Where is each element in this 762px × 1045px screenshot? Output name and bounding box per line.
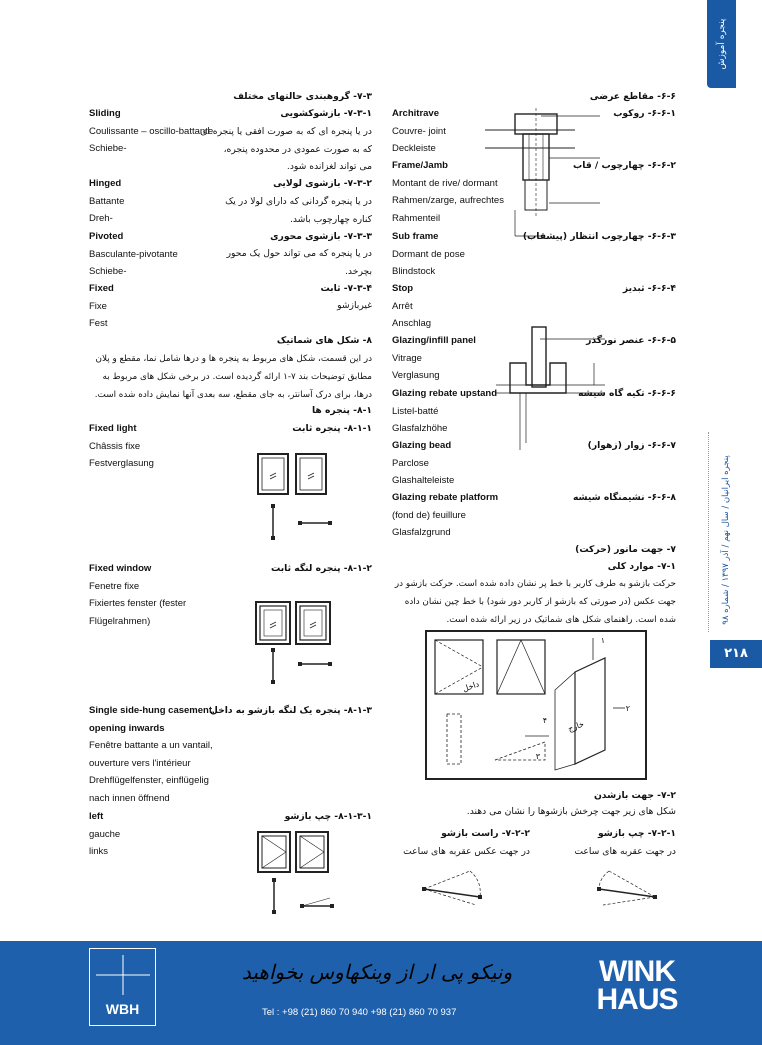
sub-7-2-1: در جهت عقربه های ساعت (574, 846, 676, 857)
sidebar-divider (708, 432, 709, 632)
term-sliding: Sliding Coulissante – oscillo-battante Schiebe- (89, 108, 214, 154)
heading-8-1-3-1: ۸-۱-۳-۱- چپ بازشو (284, 811, 372, 822)
heading-8-1-3: ۸-۱-۳- پنجره یک لنگه بازشو به داخل (209, 705, 372, 716)
heading-7-3-1: ۷-۳-۱- بازشوکشویی (280, 108, 372, 119)
term-left: left gauche links (89, 811, 121, 857)
heading-7-3-2: ۷-۳-۲- بازشوی لولایی (273, 178, 372, 189)
term-glazing-upstand: Glazing rebate upstand Listel-batté Glasfalzhöhe (392, 388, 498, 434)
term-stop: Stop Arrêt Anschlag (392, 283, 432, 329)
heading-8-1-1: ۸-۱-۱- پنجره ثابت (292, 423, 372, 434)
label-6-6-2: ۶-۶-۲- چهارچوب / قاب (573, 160, 676, 171)
para-8: در این قسمت، شکل های مربوط به پنجره ها و درها شامل نما، مقطع و پلان مطابق توضیحات بند ۷-۱ ارائه گردیده است. در برخی شکل های مربوط به درها، برای درک آسانتر، به جای مقطع، سه بعدی آنها نمایش داده شده است. (94, 354, 372, 400)
heading-8: ۸- شکل های شماتیک (276, 335, 372, 346)
label-6-6-5: ۶-۶-۵- عنصر نورگذر (586, 335, 676, 346)
brand-slogan: ونیکو پی ار از وینکهاوس بخواهید (241, 960, 513, 984)
label-6-6-7: ۶-۶-۷- زوار (زهوار) (587, 440, 676, 451)
sub-7-2-2: در جهت عکس عقربه های ساعت (403, 846, 530, 857)
heading-6-6: ۶-۶- مقاطع عرضی (589, 91, 676, 102)
heading-7-1: ۷-۱- موارد کلی (607, 561, 676, 572)
desc-sliding: در یا پنجره ای که به صورت افقی یا پنجره ای که به صورت عمودی در محدوده پنجره، می تواند لغزانده شود. (200, 126, 372, 172)
page-number: ۲۱۸ (710, 640, 762, 668)
desc-pivoted: در یا پنجره که می تواند حول یک محور بچرخد. (226, 248, 372, 277)
label-num-4: ۴ (542, 716, 547, 725)
term-sub-frame: Sub frame Dormant de pose Blindstock (392, 231, 465, 277)
para-7-1: حرکت بازشو به طرف کاربر با خط پر نشان داده شده است. حرکت بازشو در جهت عکس (در صورتی که بازشو از کاربر دور شود) با خط چین نشان داده شده است. راهنمای شکل های شماتیک در زیر ارائه شده است. (394, 579, 676, 625)
label-6-6-8: ۶-۶-۸- نشیمنگاه شیشه (572, 492, 676, 503)
issue-info: پنجره ایرانیان / سال نهم / آذر ۱۳۹۷ / شماره ۹۸ (721, 455, 731, 625)
para-7-2: شکل های زیر جهت چرخش بازشوها را نشان می دهند. (466, 806, 676, 817)
heading-8-1: ۸-۱- پنجره ها (311, 405, 372, 416)
heading-7-2-2: ۷-۲-۲- راست بازشو (441, 828, 530, 839)
wbh-logo: WBH (89, 948, 156, 1026)
term-glazing-bead: Glazing bead Parclose Glashalteleiste (392, 440, 455, 486)
term-fixed-window: Fixed window Fenetre fixe Fixiertes fenster (fester Flügelrahmen) (89, 563, 187, 627)
heading-7-3-4: ۷-۳-۴- ثابت (320, 283, 372, 294)
label-6-6-1: ۶-۶-۱- روکوب (613, 108, 676, 119)
label-num-1: ۱ (600, 636, 605, 645)
label-num-2: ۲ (625, 704, 630, 713)
label-inside: داخل (461, 679, 481, 694)
term-fixed: Fixed Fixe Fest (89, 283, 114, 329)
term-frame: Frame/Jamb Montant de rive/ dormant Rahmen/zarge, aufrechtes Rahmenteil (392, 160, 504, 224)
clockwise-diagram (595, 865, 665, 910)
heading-7: ۷- جهت مانور (حرکت) (575, 544, 676, 555)
fixed-light-diagram (250, 450, 340, 545)
single-hung-diagram (250, 828, 345, 923)
heading-7-2-1: ۷-۲-۱- چپ بازشو (598, 828, 676, 839)
desc-fixed: غیربازشو (337, 300, 372, 311)
phone-numbers: Tel : +98 (21) 860 70 940 +98 (21) 860 70 937 (262, 1007, 457, 1018)
term-fixed-light: Fixed light Châssis fixe Festverglasung (89, 423, 154, 469)
label-6-6-6: ۶-۶-۶- تکیه گاه شیشه (578, 388, 676, 399)
label-outside: خارج (566, 719, 586, 734)
desc-hinged: در یا پنجره گردانی که دارای لولا در یک کناره چهارچوب باشد. (225, 196, 372, 225)
term-pivoted: Pivoted Basculante-pivotante Schiebe- (89, 231, 178, 277)
label-6-6-4: ۶-۶-۴- ثبدیز (622, 283, 676, 294)
term-architrave: Architrave Couvre- joint Deckleiste (392, 108, 446, 154)
term-glazing-platform: Glazing rebate platform (fond de) feuillure Glasfalzgrund (392, 492, 499, 538)
heading-7-3: ۷-۳- گروهبندی حالتهای مختلف (233, 91, 372, 102)
winkhaus-logo: WINK HAUS (596, 955, 678, 1016)
section-tab: پنجره آموزش (707, 0, 736, 88)
counterclockwise-diagram (420, 865, 490, 910)
fixed-window-diagram (250, 598, 340, 688)
label-num-3: ۳ (535, 752, 540, 761)
heading-7-2: ۷-۲- جهت بازشدن (593, 790, 676, 801)
heading-8-1-2: ۸-۱-۲- پنجره لنگه ثابت (270, 563, 372, 574)
heading-7-3-3: ۷-۳-۳- بازشوی محوری (270, 231, 372, 242)
term-single-hung: Single side-hung casement, opening inwards Fenêtre battante a un vantail, ouverture vers l'intérieur Drehflügelfenster, einflügelig nach innen öffnend (89, 705, 215, 804)
term-glazing-panel: Glazing/infill panel Vitrage Verglasung (392, 335, 476, 381)
label-6-6-3: ۶-۶-۳- چهارچوب انتظار (پیشقاب) (522, 231, 676, 242)
term-hinged: Hinged Battante Dreh- (89, 178, 125, 224)
